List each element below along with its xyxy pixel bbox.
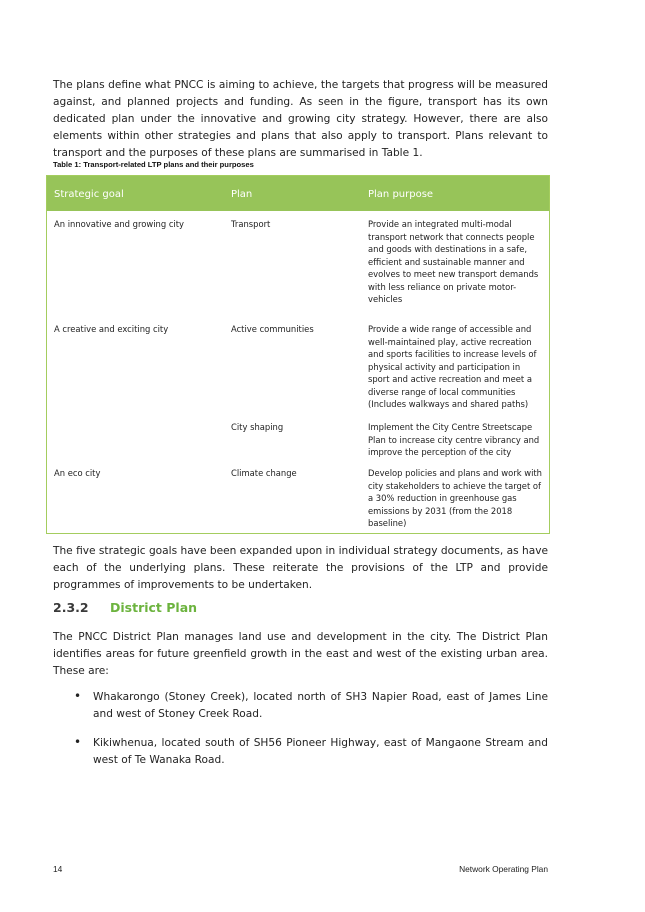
section-number: 2.3.2 (53, 600, 89, 615)
table-row (47, 421, 549, 467)
footer-page-number: 14 (53, 864, 63, 874)
cell-plan: Climate change (231, 468, 297, 478)
table-caption: Table 1: Transport-related LTP plans and their purposes (53, 160, 254, 169)
section-heading (53, 600, 198, 615)
cell-goal: A creative and exciting city (54, 324, 169, 334)
cell-goal: An eco city (54, 468, 101, 478)
cell-purpose: Provide a wide range of accessible and well-maintained play, active recreation and sports facilities to increase levels of physical activity and participation in sport and active recreation and meet a diverse range of local communities (Includes walkways and shared paths) (368, 324, 537, 409)
header-strategic-goal: Strategic goal (54, 189, 124, 200)
list-item: Kikiwhenua, located south of SH56 Pioneer Highway, east of Mangaone Stream and west of Te Wanaka Road. (93, 737, 548, 766)
cell-goal: An innovative and growing city (54, 219, 184, 229)
strategy-paragraph: The five strategic goals have been expanded upon in individual strategy documents, as have each of the underlying plans. These reiterate the provisions of the LTP and provide programmes of improvements to be undertaken. (53, 545, 548, 591)
ltp-plans-table (46, 175, 550, 534)
cell-purpose: Implement the City Centre Streetscape Plan to increase city centre vibrancy and improve the perception of the city (368, 422, 540, 457)
intro-paragraph: The plans define what PNCC is aiming to achieve, the targets that progress will be measured against, and planned projects and funding. As seen in the figure, transport has its own dedicated plan under the innovative and growing city strategy. However, there are also elements within other strategies and plans that also apply to transport. Plans relevant to transport and the purposes of these plans are summarised in Table 1. (53, 79, 548, 159)
header-plan-purpose: Plan purpose (368, 189, 434, 200)
cell-purpose: Provide an integrated multi-modal transport network that connects people and goods with destinations in a safe, efficient and sustainable manner and evolves to meet new transport demands with less reliance on private motor-vehicles (368, 219, 539, 304)
header-plan: Plan (231, 189, 253, 200)
cell-plan: City shaping (231, 422, 284, 432)
cell-purpose: Develop policies and plans and work with city stakeholders to achieve the target of a 30% reduction in greenhouse gas emissions by 2031 (from the 2018 baseline) (368, 468, 542, 528)
table-header-row (47, 176, 549, 211)
table-row (47, 323, 549, 421)
bullet-icon: • (74, 735, 82, 749)
cell-plan: Active communities (231, 324, 314, 334)
bullet-icon: • (74, 689, 82, 703)
footer-document-title: Network Operating Plan (459, 864, 548, 874)
list-item: Whakarongo (Stoney Creek), located north of SH3 Napier Road, east of James Line and west of Stoney Creek Road. (93, 691, 548, 720)
table-row (47, 467, 549, 533)
section-title: District Plan (110, 600, 198, 615)
table-row (47, 218, 549, 323)
district-plan-paragraph: The PNCC District Plan manages land use and development in the city. The District Plan identifies areas for future greenfield growth in the east and west of the existing urban area. These are: (53, 631, 548, 677)
cell-plan: Transport (231, 219, 271, 229)
